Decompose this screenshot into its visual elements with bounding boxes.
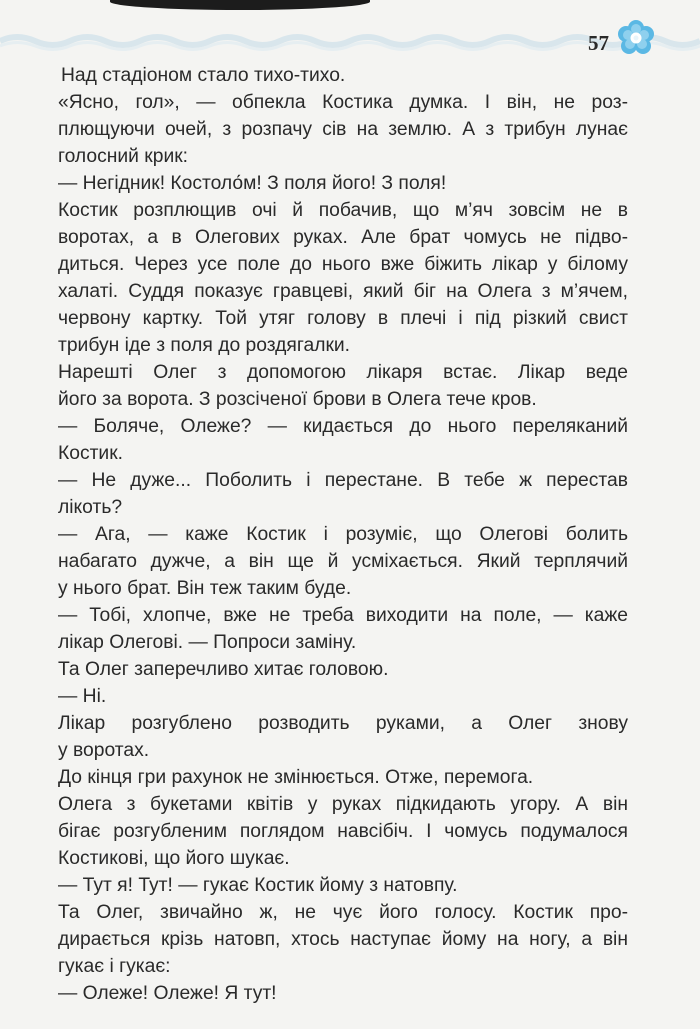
text-line: — Боляче, Олеже? — кидається до нього переляканий	[58, 416, 628, 437]
text-line: плющуючи очей, з розпачу сів на землю. А з трибун лунає	[58, 119, 628, 140]
text-line: «Ясно, гол», — обпекла Костика думка. І він, не роз-	[58, 92, 628, 113]
text-line: набагато дужче, а він ще й усміхається. Який терплячий	[58, 551, 628, 572]
text-line: воротах, а в Олегових руках. Але брат чомусь не підво-	[58, 227, 628, 248]
text-line: у воротах.	[58, 740, 150, 761]
text-line: червону картку. Той утяг голову в плечі і під різкий свист	[58, 308, 628, 329]
text-line: Над стадіоном стало тихо-тихо.	[61, 65, 346, 86]
text-line: гукає і гукає:	[58, 956, 171, 977]
text-line: Та Олег заперечливо хитає головою.	[58, 659, 389, 680]
text-line: — Ага, — каже Костик і розуміє, що Олегові болить	[58, 524, 628, 545]
text-line: — Ні.	[58, 686, 107, 707]
text-line: — Олеже! Олеже! Я тут!	[58, 983, 277, 1004]
text-line: трибун іде з поля до роздягалки.	[58, 335, 351, 356]
text-line: дирається крізь натовп, хтось наступає йому на ногу, а він	[58, 929, 628, 950]
text-line: Костик.	[58, 443, 123, 464]
text-line: лікоть?	[58, 497, 123, 518]
text-line: Та Олег, звичайно ж, не чує його голосу. Костик про-	[58, 902, 628, 923]
text-line: халаті. Суддя показує гравцеві, який біг на Олега з м’ячем,	[58, 281, 628, 302]
text-line: Нарешті Олег з допомогою лікаря встає. Лікар веде	[58, 362, 628, 383]
text-line: — Тут я! Тут! — гукає Костик йому з натовпу.	[58, 875, 458, 896]
text-line: — Тобі, хлопче, вже не треба виходити на поле, — каже	[58, 605, 628, 626]
text-line: — Не дуже... Поболить і перестане. В тебе ж перестав	[58, 470, 628, 491]
text-line: Олега з букетами квітів у руках підкидають угору. А він	[58, 794, 628, 815]
text-line: диться. Через усе поле до нього вже біжить лікар у білому	[58, 254, 628, 275]
text-line: у нього брат. Він теж таким буде.	[58, 578, 352, 599]
page-number: 57	[588, 31, 609, 55]
story-text	[58, 62, 628, 1007]
text-line: бігає розгубленим поглядом навсібіч. І чомусь подумалося	[58, 821, 628, 842]
flower-icon	[617, 20, 655, 56]
text-line: До кінця гри рахунок не змінюється. Отже, перемога.	[58, 767, 534, 788]
text-line: голосний крик:	[58, 146, 189, 167]
text-line: Костик розплющив очі й побачив, що м’яч зовсім не в	[58, 200, 628, 221]
text-line: Лікар розгублено розводить руками, а Олег знову	[58, 713, 628, 734]
scan-edge-shadow	[110, 0, 370, 10]
text-line: лікар Олегові. — Попроси заміну.	[58, 632, 357, 653]
text-line: Костикові, що його шукає.	[58, 848, 290, 869]
text-line: — Негідник! Костоло́м! З поля його! З поля!	[58, 173, 447, 194]
text-line: його за ворота. З розсіченої брови в Олега тече кров.	[58, 389, 537, 410]
